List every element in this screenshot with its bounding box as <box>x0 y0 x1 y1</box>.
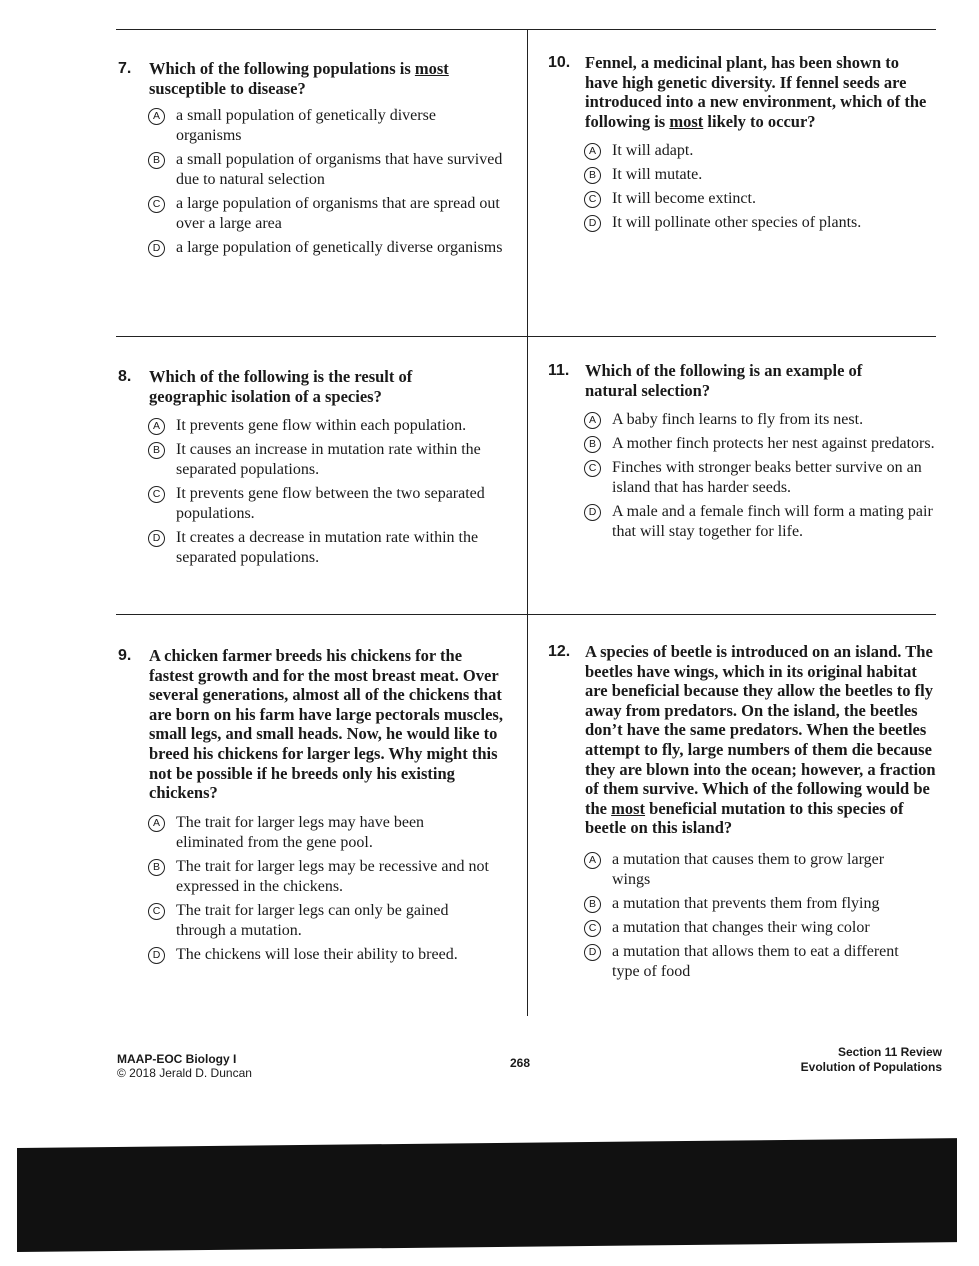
bubble-b[interactable]: B <box>148 442 165 459</box>
question-number: 11. <box>548 362 570 379</box>
bubble-a[interactable]: A <box>584 852 601 869</box>
answer-choice-d[interactable]: D a mutation that allows them to eat a different type of food <box>584 942 914 982</box>
bubble-a[interactable]: A <box>584 143 601 160</box>
bubble-c[interactable]: C <box>584 460 601 477</box>
question-stem: Which of the following is the result of geographic isolation of a species? <box>149 367 413 406</box>
question-9 <box>118 646 510 965</box>
bubble-b[interactable]: B <box>584 436 601 453</box>
bubble-c[interactable]: C <box>148 486 165 503</box>
answer-choice-c[interactable]: C The trait for larger legs can only be gained through a mutation. <box>148 901 493 941</box>
question-number: 12. <box>548 643 571 660</box>
bubble-b[interactable]: B <box>148 859 165 876</box>
bubble-a[interactable]: A <box>148 418 165 435</box>
row-rule-1 <box>116 336 936 337</box>
answer-choice-d[interactable]: D It will pollinate other species of plants. <box>584 213 933 233</box>
question-stem: Fennel, a medicinal plant, has been shown to have high genetic diversity. If fennel seeds are introduced into a new environment, which of the following is most likely to occur? <box>585 53 927 131</box>
question-11 <box>548 361 938 542</box>
answer-choice-c[interactable]: C It will become extinct. <box>584 189 933 209</box>
answer-choice-b[interactable]: B It causes an increase in mutation rate within the separated populations. <box>148 440 503 480</box>
emphasis-word: most <box>414 59 449 78</box>
copyright-line: © 2018 Jerald D. Duncan <box>117 1066 252 1080</box>
bubble-d[interactable]: D <box>584 504 601 521</box>
question-number: 9. <box>118 647 132 664</box>
footer-section-info <box>801 1045 942 1075</box>
bubble-c[interactable]: C <box>584 191 601 208</box>
center-divider <box>527 29 528 1016</box>
bubble-b[interactable]: B <box>584 896 601 913</box>
answer-choices <box>148 106 503 258</box>
answer-choice-b[interactable]: B a small population of organisms that have survived due to natural selection <box>148 150 503 190</box>
question-12 <box>548 642 940 982</box>
bubble-c[interactable]: C <box>148 903 165 920</box>
answer-choice-b[interactable]: B a mutation that prevents them from flying <box>584 894 914 914</box>
footer-book-info <box>117 1052 252 1080</box>
section-label: Section 11 Review <box>837 1045 942 1059</box>
bubble-a[interactable]: A <box>584 412 601 429</box>
answer-choice-a[interactable]: A It will adapt. <box>584 141 933 161</box>
answer-choice-a[interactable]: A a small population of genetically diverse organisms <box>148 106 503 146</box>
answer-choice-a[interactable]: A The trait for larger legs may have been eliminated from the gene pool. <box>148 813 493 853</box>
question-stem: A species of beetle is introduced on an island. The beetles have wings, which in its original habitat are beneficial because they allow the beetles to fly away from predators. On the island, the beetles don’t have the same predators. When the beetles attempt to fly, large numbers of them die because they are blown into the ocean; however, a fraction of them survive. Which of the following would be the most beneficial mutation to this species of beetle on this island? <box>585 642 936 838</box>
question-number: 8. <box>118 368 132 385</box>
answer-choice-d[interactable]: D The chickens will lose their ability to breed. <box>148 945 493 965</box>
bubble-c[interactable]: C <box>584 920 601 937</box>
answer-choice-c[interactable]: C a large population of organisms that are spread out over a large area <box>148 194 503 234</box>
section-title: Evolution of Populations <box>800 1060 942 1074</box>
answer-choices <box>148 416 503 568</box>
bubble-c[interactable]: C <box>148 196 165 213</box>
row-rule-2 <box>116 614 936 615</box>
page-number: 268 <box>510 1056 531 1070</box>
question-stem: Which of the following is an example of natural selection? <box>585 361 863 400</box>
question-number: 7. <box>118 60 132 77</box>
emphasis-word: most <box>611 798 646 818</box>
bubble-b[interactable]: B <box>148 152 165 169</box>
answer-choice-c[interactable]: C It prevents gene flow between the two separated populations. <box>148 484 503 524</box>
answer-choice-a[interactable]: A A baby finch learns to fly from its nest. <box>584 410 938 430</box>
answer-choice-c[interactable]: C Finches with stronger beaks better survive on an island that has harder seeds. <box>584 458 938 498</box>
scan-shadow-band <box>17 1138 957 1252</box>
answer-choices <box>584 410 938 542</box>
bubble-d[interactable]: D <box>148 947 165 964</box>
bubble-d[interactable]: D <box>148 240 165 257</box>
answer-choice-b[interactable]: B A mother finch protects her nest against predators. <box>584 434 938 454</box>
answer-choice-d[interactable]: D It creates a decrease in mutation rate within the separated populations. <box>148 528 503 568</box>
bubble-d[interactable]: D <box>584 944 601 961</box>
answer-choices <box>584 141 933 233</box>
bubble-d[interactable]: D <box>584 215 601 232</box>
answer-choices <box>584 850 914 982</box>
bubble-d[interactable]: D <box>148 530 165 547</box>
emphasis-word: most <box>669 111 704 131</box>
bubble-a[interactable]: A <box>148 815 165 832</box>
answer-choice-b[interactable]: B The trait for larger legs may be recessive and not expressed in the chickens. <box>148 857 493 897</box>
question-10 <box>548 53 933 233</box>
bubble-a[interactable]: A <box>148 108 165 125</box>
answer-choices <box>148 813 493 965</box>
answer-choice-c[interactable]: C a mutation that changes their wing color <box>584 918 914 938</box>
question-8 <box>118 367 513 568</box>
bubble-b[interactable]: B <box>584 167 601 184</box>
question-7 <box>118 59 513 258</box>
top-rule <box>116 29 936 30</box>
answer-choice-b[interactable]: B It will mutate. <box>584 165 933 185</box>
question-number: 10. <box>548 54 571 71</box>
book-title: MAAP-EOC Biology I <box>117 1052 237 1066</box>
answer-choice-a[interactable]: A a mutation that causes them to grow larger wings <box>584 850 914 890</box>
question-stem: A chicken farmer breeds his chickens for the fastest growth and for the most breast meat. Over several generations, almost all of the chickens that are born on his farm have large pectorals muscles, small legs, and small heads. Now, he would like to breed his chickens for larger legs. Why might this not be possible if he breeds only his existing chickens? <box>149 646 503 803</box>
answer-choice-d[interactable]: D A male and a female finch will form a mating pair that will stay together for life. <box>584 502 938 542</box>
answer-choice-a[interactable]: A It prevents gene flow within each population. <box>148 416 503 436</box>
answer-choice-d[interactable]: D a large population of genetically diverse organisms <box>148 238 503 258</box>
question-stem: Which of the following populations is most susceptible to disease? <box>149 59 449 98</box>
